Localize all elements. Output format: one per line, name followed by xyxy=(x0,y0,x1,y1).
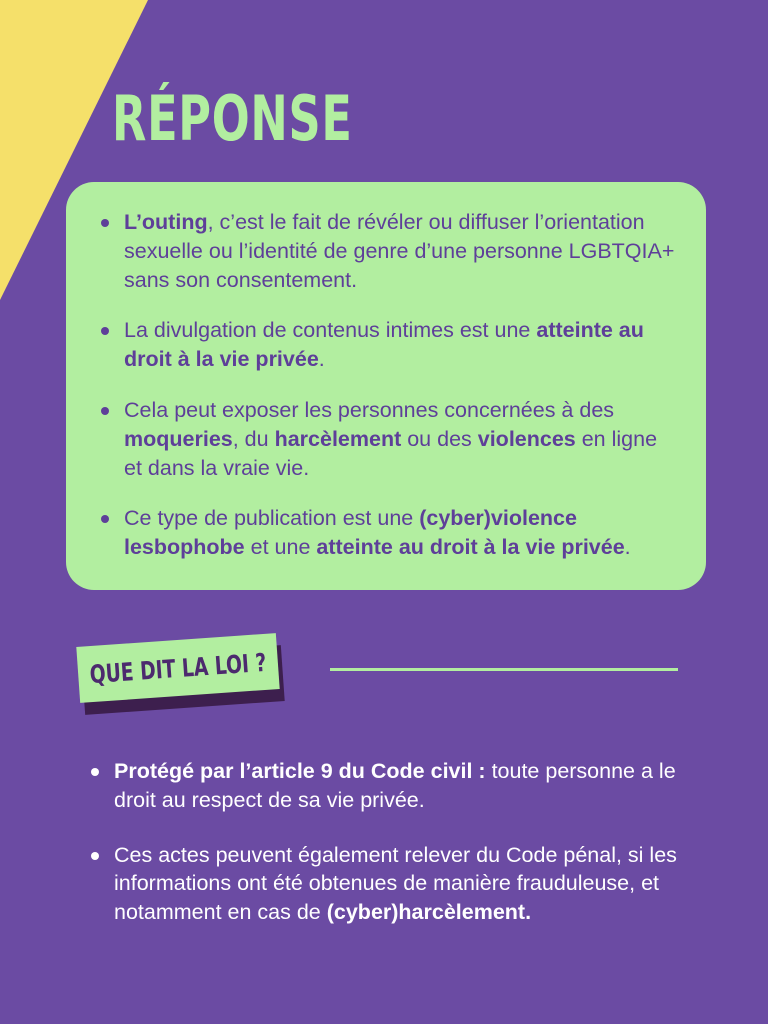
answer-bullet-text-run: Ce type de publication est une xyxy=(124,506,420,531)
answer-bullet-text-run: et une xyxy=(244,535,317,560)
answer-bullet-text-run: violences xyxy=(477,426,576,451)
answer-card xyxy=(66,182,706,590)
law-divider-line xyxy=(330,668,678,671)
law-bullet-text-run: (cyber)harcèlement. xyxy=(326,900,532,925)
answer-bullet-item xyxy=(92,208,680,294)
answer-bullet-text-run: atteinte au droit à la vie privée xyxy=(316,535,625,560)
answer-bullet-item xyxy=(92,396,680,482)
answer-bullet-text-run: Cela peut exposer les personnes concernées à des xyxy=(124,397,615,422)
answer-bullet-text-run: harcèlement xyxy=(274,426,402,451)
law-label-text: QUE DIT LA LOI ? xyxy=(88,647,268,689)
answer-bullet-text-run: . xyxy=(624,535,631,560)
law-label-badge xyxy=(78,640,278,696)
law-bullet-text-run: toute personne a le droit au respect de sa vie privée. xyxy=(114,759,676,812)
answer-bullet-text-run: La divulgation de contenus intimes est une xyxy=(124,318,537,343)
page-title: RÉPONSE xyxy=(112,82,353,155)
answer-bullet-text-run: ou des xyxy=(401,426,478,451)
law-bullet-text-run: Ces actes peuvent également relever du Code pénal, si les informations ont été obtenues de manière frauduleuse, et notamment en cas de xyxy=(114,842,677,925)
answer-bullet-text-run: , du xyxy=(232,426,275,451)
law-bullet-list xyxy=(82,757,682,927)
law-bullet-item xyxy=(82,841,682,927)
answer-bullet-text-run: L’outing xyxy=(124,210,208,234)
answer-bullet-text-run: , c’est le fait de révéler ou diffuser l’orientation sexuelle ou l’identité de genre d’une personne LGBTQIA+ sans son consentement. xyxy=(124,210,675,292)
answer-bullet-text-run: atteinte au droit à la vie privée xyxy=(124,318,644,372)
answer-bullet-item xyxy=(92,316,680,374)
answer-bullet-text-run: . xyxy=(318,347,325,372)
answer-bullet-text-run: (cyber)violence lesbophobe xyxy=(124,506,577,560)
law-bullet-text-run: Protégé par l’article 9 du Code civil : xyxy=(114,759,486,783)
law-bullet-section xyxy=(82,757,682,953)
answer-bullet-list xyxy=(92,208,680,562)
answer-bullet-item xyxy=(92,504,680,562)
answer-bullet-text-run: en ligne et dans la vraie vie. xyxy=(124,426,658,480)
law-bullet-item xyxy=(82,757,682,815)
answer-bullet-text-run: moqueries xyxy=(124,426,233,451)
